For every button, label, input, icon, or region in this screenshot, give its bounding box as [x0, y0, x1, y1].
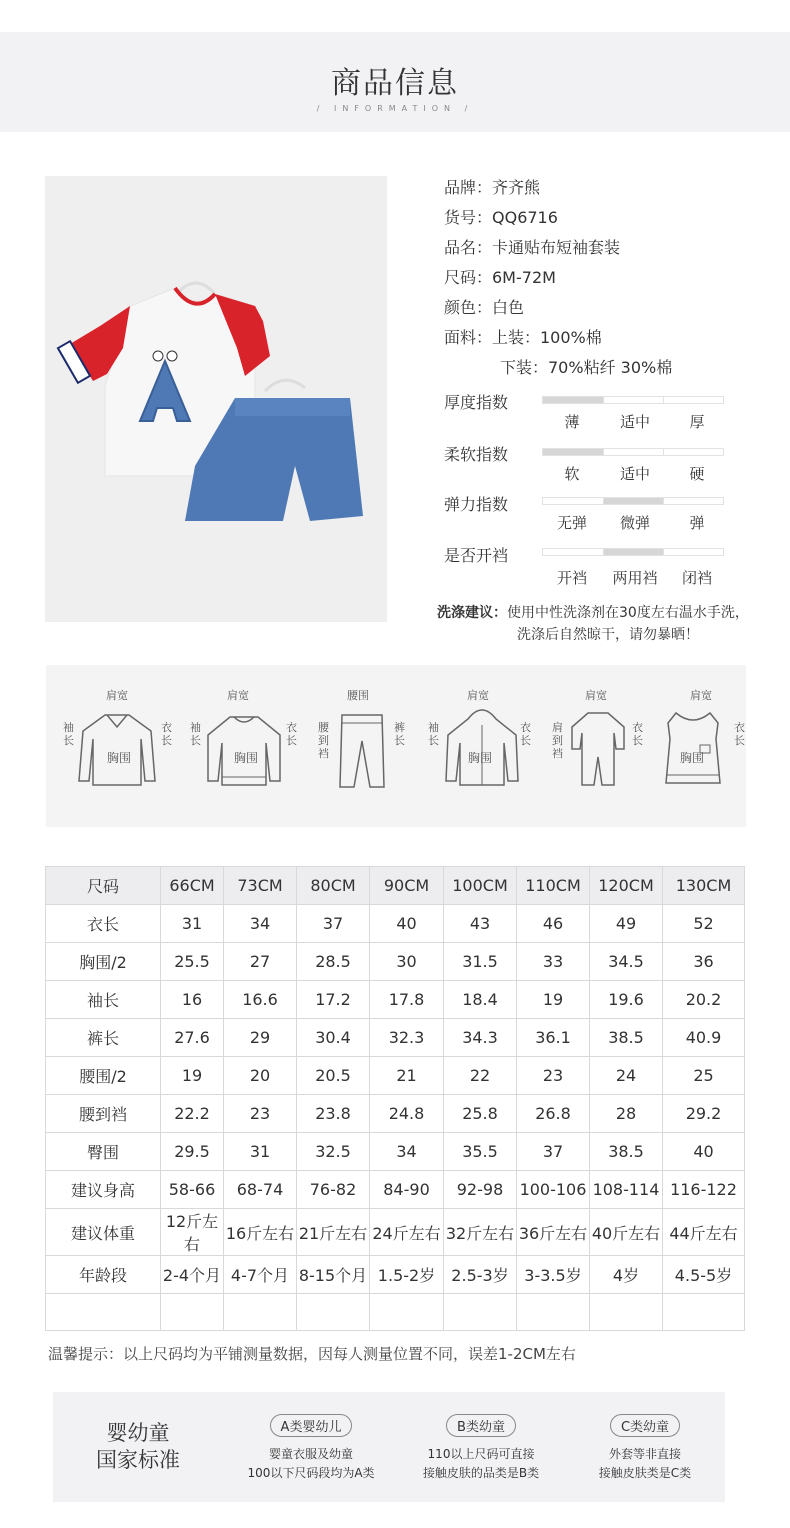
- value-cell: 40: [370, 905, 444, 943]
- value-cell: 23.8: [297, 1095, 370, 1133]
- wash-line2: 洗涤后自然晾干，请勿暴晒！: [517, 627, 699, 643]
- value-cell: 1.5-2岁: [370, 1256, 444, 1294]
- value-cell: [297, 1294, 370, 1331]
- measure-figure-jacket: [420, 665, 536, 827]
- value-cell: 32.5: [297, 1133, 370, 1171]
- index-label: 柔软指数: [444, 445, 509, 464]
- measure-left-label: 袖长: [190, 721, 201, 747]
- value-cell: 18.4: [444, 981, 517, 1019]
- class-desc-line1: 婴童衣服及幼童: [268, 1447, 353, 1461]
- value-cell: 100-106: [517, 1171, 590, 1209]
- measure-left-label: 袖长: [428, 721, 439, 747]
- size-table-header: [46, 867, 745, 905]
- measure-top-label: 肩宽: [227, 689, 249, 702]
- table-row: [46, 1019, 745, 1057]
- value-cell: [444, 1294, 517, 1331]
- info-sku: 货号：QQ6716: [444, 208, 558, 227]
- value-cell: 21斤左右: [297, 1209, 370, 1256]
- measure-right-label: 裤长: [394, 721, 405, 747]
- value-cell: 38.5: [590, 1019, 663, 1057]
- class-desc-line1: 110以上尺码可直接: [427, 1447, 535, 1461]
- section-header: [0, 32, 790, 132]
- value-cell: 16斤左右: [224, 1209, 297, 1256]
- row-label-cell: 裤长: [46, 1019, 161, 1057]
- value-cell: 37: [297, 905, 370, 943]
- info-brand: 品牌：齐齐熊: [444, 178, 541, 197]
- measure-chest-label: 胸围: [107, 751, 132, 765]
- value-cell: 22: [444, 1057, 517, 1095]
- index-option: 闭裆: [681, 569, 712, 587]
- index-bar: [542, 497, 724, 505]
- value-cell: 46: [517, 905, 590, 943]
- value-cell: 16: [161, 981, 224, 1019]
- class-desc-line2: 100以下尺码段均为A类: [247, 1466, 375, 1480]
- measure-right-label: 衣长: [734, 721, 745, 747]
- value-cell: [517, 1294, 590, 1331]
- measure-chest-label: 胸围: [234, 751, 259, 765]
- value-cell: 24: [590, 1057, 663, 1095]
- table-row: [46, 1294, 745, 1331]
- value-cell: 52: [663, 905, 745, 943]
- row-label-cell: 胸围/2: [46, 943, 161, 981]
- row-label-cell: 建议体重: [46, 1209, 161, 1256]
- standard-class-b: [391, 1414, 571, 1483]
- index-option: 两用裆: [612, 569, 658, 587]
- value-cell: 32斤左右: [444, 1209, 517, 1256]
- value-cell: 20: [224, 1057, 297, 1095]
- table-row: [46, 905, 745, 943]
- value-cell: 17.2: [297, 981, 370, 1019]
- measure-left-label: 袖长: [63, 721, 74, 747]
- size-table-body: [46, 905, 745, 1331]
- value-cell: 29.2: [663, 1095, 745, 1133]
- product-photo: [45, 176, 387, 622]
- value-cell: 25.5: [161, 943, 224, 981]
- value-cell: 92-98: [444, 1171, 517, 1209]
- measure-top-label: 肩宽: [106, 689, 128, 702]
- value-cell: 108-114: [590, 1171, 663, 1209]
- measure-right-label: 衣长: [520, 721, 531, 747]
- value-cell: 19.6: [590, 981, 663, 1019]
- section-title: 商品信息: [331, 66, 459, 101]
- romper-icon: [570, 709, 626, 789]
- value-cell: 26.8: [517, 1095, 590, 1133]
- table-row: [46, 1133, 745, 1171]
- value-cell: 27: [224, 943, 297, 981]
- measure-left-label: 腰到裆: [318, 721, 329, 760]
- value-cell: 2.5-3岁: [444, 1256, 517, 1294]
- value-cell: 16.6: [224, 981, 297, 1019]
- value-cell: 44斤左右: [663, 1209, 745, 1256]
- table-row: [46, 1256, 745, 1294]
- row-label-cell: 腰围/2: [46, 1057, 161, 1095]
- jacket-icon: [442, 705, 522, 789]
- header-cell: 73CM: [224, 867, 297, 905]
- index-option: 无弹: [556, 514, 587, 532]
- header-cell: 80CM: [297, 867, 370, 905]
- value-cell: [663, 1294, 745, 1331]
- index-option: 薄: [564, 413, 580, 431]
- value-cell: 36: [663, 943, 745, 981]
- row-label-cell: [46, 1294, 161, 1331]
- row-label-cell: 建议身高: [46, 1171, 161, 1209]
- measure-figure-romper: [546, 665, 646, 827]
- table-row: [46, 1209, 745, 1256]
- info-name: 品名：卡通贴布短袖套装: [444, 238, 621, 257]
- value-cell: 24.8: [370, 1095, 444, 1133]
- value-cell: 22.2: [161, 1095, 224, 1133]
- index-option: 适中: [619, 465, 650, 483]
- value-cell: 31.5: [444, 943, 517, 981]
- value-cell: 4.5-5岁: [663, 1256, 745, 1294]
- header-cell: 100CM: [444, 867, 517, 905]
- class-desc-line1: 外套等非直接: [608, 1447, 681, 1461]
- measurement-guide: [46, 665, 746, 827]
- index-option: 开裆: [556, 569, 587, 587]
- measure-left-label: 肩到裆: [552, 721, 563, 760]
- value-cell: 76-82: [297, 1171, 370, 1209]
- value-cell: 68-74: [224, 1171, 297, 1209]
- measure-top-label: 肩宽: [585, 689, 607, 702]
- table-row: [46, 1171, 745, 1209]
- value-cell: 29: [224, 1019, 297, 1057]
- value-cell: 2-4个月: [161, 1256, 224, 1294]
- value-cell: 23: [224, 1095, 297, 1133]
- row-label-cell: 袖长: [46, 981, 161, 1019]
- value-cell: 30: [370, 943, 444, 981]
- value-cell: 38.5: [590, 1133, 663, 1171]
- class-pill: B类幼童: [446, 1414, 516, 1437]
- value-cell: 58-66: [161, 1171, 224, 1209]
- table-row: [46, 1057, 745, 1095]
- value-cell: 25.8: [444, 1095, 517, 1133]
- value-cell: 32.3: [370, 1019, 444, 1057]
- value-cell: 40: [663, 1133, 745, 1171]
- class-desc-line2: 接触皮肤类是C类: [598, 1466, 692, 1480]
- table-row: [46, 943, 745, 981]
- value-cell: 84-90: [370, 1171, 444, 1209]
- index-label: 厚度指数: [444, 393, 509, 412]
- header-cell: 66CM: [161, 867, 224, 905]
- value-cell: 34.5: [590, 943, 663, 981]
- index-option: 厚: [689, 413, 705, 431]
- index-option: 硬: [689, 465, 705, 483]
- value-cell: 20.2: [663, 981, 745, 1019]
- index-option: 微弹: [619, 514, 650, 532]
- value-cell: [224, 1294, 297, 1331]
- value-cell: 34: [224, 905, 297, 943]
- index-label: 弹力指数: [444, 495, 509, 514]
- class-pill: A类婴幼儿: [270, 1414, 353, 1437]
- info-fabric-bottom: 下装：70%粘纤 30%棉: [500, 358, 673, 377]
- measure-chest-label: 胸围: [680, 751, 705, 765]
- value-cell: 28: [590, 1095, 663, 1133]
- value-cell: 27.6: [161, 1019, 224, 1057]
- measure-chest-label: 胸围: [468, 751, 493, 765]
- standard-title-line2: 国家标准: [96, 1448, 180, 1472]
- standard-class-a: [221, 1414, 401, 1483]
- measure-figure-vest: [656, 665, 746, 827]
- index-bar: [542, 448, 724, 456]
- class-pill: C类幼童: [610, 1414, 680, 1437]
- info-color: 颜色：白色: [444, 298, 525, 317]
- header-cell: 120CM: [590, 867, 663, 905]
- index-bar-fill: [603, 498, 663, 504]
- index-option: 软: [564, 465, 580, 483]
- row-label-cell: 臀围: [46, 1133, 161, 1171]
- value-cell: 37: [517, 1133, 590, 1171]
- header-cell: 90CM: [370, 867, 444, 905]
- wash-line1: 使用中性洗涤剂在30度左右温水手洗，: [507, 605, 749, 621]
- pants-icon: [336, 711, 388, 791]
- row-label-cell: 年龄段: [46, 1256, 161, 1294]
- measure-right-label: 衣长: [161, 721, 172, 747]
- info-fabric-top: 面料：上装：100%棉: [444, 328, 602, 347]
- value-cell: 25: [663, 1057, 745, 1095]
- value-cell: 35.5: [444, 1133, 517, 1171]
- header-cell: 尺码: [46, 867, 161, 905]
- measure-right-label: 衣长: [286, 721, 297, 747]
- value-cell: 40.9: [663, 1019, 745, 1057]
- wash-label: 洗涤建议：: [437, 605, 507, 621]
- value-cell: 21: [370, 1057, 444, 1095]
- index-option: 适中: [619, 413, 650, 431]
- size-table: [45, 866, 745, 1331]
- national-standard: [53, 1392, 725, 1502]
- standard-title: [83, 1420, 193, 1474]
- section-subtitle: / INFORMATION /: [316, 104, 474, 113]
- value-cell: 40斤左右: [590, 1209, 663, 1256]
- index-bar-fill: [543, 449, 603, 455]
- value-cell: [370, 1294, 444, 1331]
- measure-top-label: 腰围: [347, 689, 369, 702]
- value-cell: 19: [161, 1057, 224, 1095]
- row-label-cell: 衣长: [46, 905, 161, 943]
- value-cell: 36斤左右: [517, 1209, 590, 1256]
- value-cell: 4岁: [590, 1256, 663, 1294]
- value-cell: 30.4: [297, 1019, 370, 1057]
- value-cell: 24斤左右: [370, 1209, 444, 1256]
- row-label-cell: 腰到裆: [46, 1095, 161, 1133]
- info-size: 尺码：6M-72M: [444, 268, 556, 287]
- value-cell: [161, 1294, 224, 1331]
- table-row: [46, 1095, 745, 1133]
- value-cell: 20.5: [297, 1057, 370, 1095]
- value-cell: 43: [444, 905, 517, 943]
- value-cell: 36.1: [517, 1019, 590, 1057]
- value-cell: 17.8: [370, 981, 444, 1019]
- value-cell: 8-15个月: [297, 1256, 370, 1294]
- value-cell: 29.5: [161, 1133, 224, 1171]
- measure-top-label: 肩宽: [467, 689, 489, 702]
- index-bar-fill: [543, 397, 603, 403]
- index-label: 是否开裆: [444, 546, 509, 565]
- measure-right-label: 衣长: [632, 721, 643, 747]
- table-row: [46, 981, 745, 1019]
- value-cell: 31: [161, 905, 224, 943]
- product-illustration: [45, 176, 387, 622]
- class-desc-line2: 接触皮肤的品类是B类: [422, 1466, 540, 1480]
- value-cell: 116-122: [663, 1171, 745, 1209]
- index-bar: [542, 396, 724, 404]
- value-cell: 23: [517, 1057, 590, 1095]
- header-cell: 110CM: [517, 867, 590, 905]
- standard-class-c: [555, 1414, 735, 1483]
- value-cell: 4-7个月: [224, 1256, 297, 1294]
- value-cell: 31: [224, 1133, 297, 1171]
- measure-figure-shirt: [61, 665, 173, 827]
- value-cell: 19: [517, 981, 590, 1019]
- wash-advice: [437, 602, 749, 646]
- value-cell: [590, 1294, 663, 1331]
- value-cell: 3-3.5岁: [517, 1256, 590, 1294]
- header-cell: 130CM: [663, 867, 745, 905]
- measure-figure-sweater: [178, 665, 298, 827]
- value-cell: 33: [517, 943, 590, 981]
- index-bar: [542, 548, 724, 556]
- value-cell: 28.5: [297, 943, 370, 981]
- index-option: 弹: [689, 514, 705, 532]
- value-cell: 34: [370, 1133, 444, 1171]
- measure-figure-pants: [308, 665, 408, 827]
- value-cell: 34.3: [444, 1019, 517, 1057]
- value-cell: 12斤左右: [161, 1209, 224, 1256]
- index-bar-fill: [603, 549, 663, 555]
- standard-title-line1: 婴幼童: [106, 1421, 170, 1445]
- measure-top-label: 肩宽: [690, 689, 712, 702]
- size-tip: 温馨提示：以上尺码均为平铺测量数据，因每人测量位置不同，误差1-2CM左右: [48, 1345, 576, 1363]
- value-cell: 49: [590, 905, 663, 943]
